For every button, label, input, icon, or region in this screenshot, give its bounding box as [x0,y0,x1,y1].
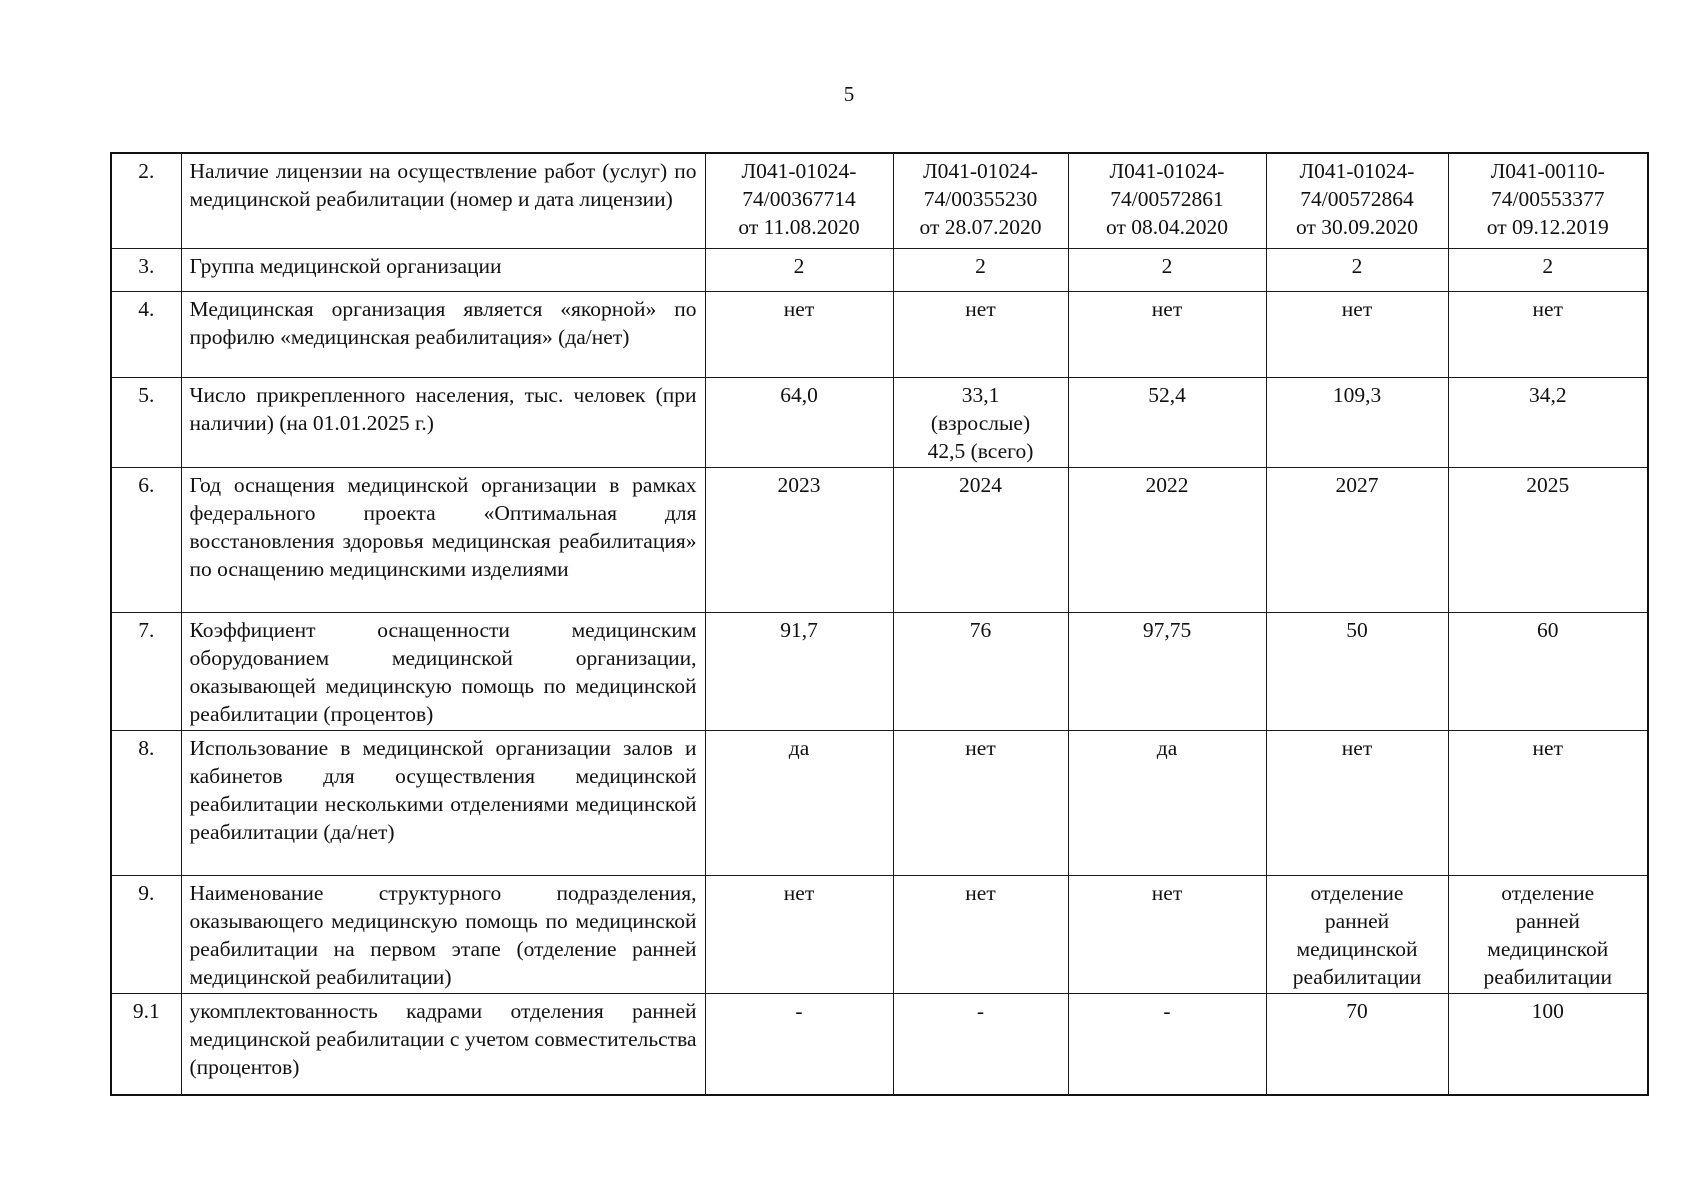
value-line: 70 [1346,998,1368,1023]
value-cell [893,291,1068,377]
value-cell [1266,248,1448,291]
table-row [111,291,1648,377]
value-cell [893,248,1068,291]
value-line: нет [783,296,815,321]
value-cell [1448,875,1648,993]
value-line: нет [1341,296,1373,321]
value-cell [1068,248,1266,291]
data-table [110,152,1649,1096]
value-line: да [1156,735,1178,760]
value-line: 2 [1351,253,1363,278]
value-line: 74/00572861 [1110,187,1224,211]
value-line: ранней [1324,908,1390,933]
value-cell [705,612,893,730]
value-cell [1068,153,1266,248]
table-row [111,467,1648,612]
value-line: 100 [1531,998,1564,1023]
value-line: - [1163,998,1171,1023]
value-cell [1068,993,1266,1095]
value-line: нет [965,880,996,905]
value-line: нет [1532,735,1563,760]
value-cell [1266,730,1448,875]
value-cell [705,153,893,248]
value-cell [1448,467,1648,612]
value-line: 50 [1346,617,1368,642]
value-line: 2 [1542,253,1554,278]
value-line: да [788,735,810,760]
value-cell [705,875,893,993]
row-description: Наличие лицензии на осуществление работ (услуг) по медицинской реабилитации (номер и дата лицензии) [181,153,705,248]
value-line: 2023 [777,472,821,497]
value-cell [1266,993,1448,1095]
value-line: 2 [1161,253,1173,278]
value-cell [1448,730,1648,875]
value-line: от 30.09.2020 [1296,215,1418,239]
value-line: реабилитации [1483,964,1612,989]
value-line: - [795,998,803,1023]
value-line: нет [965,296,996,321]
row-number: 9. [111,875,181,993]
value-line: 109,3 [1332,382,1382,407]
value-cell [1266,291,1448,377]
value-line: отделение [1310,880,1404,905]
value-cell [893,993,1068,1095]
value-cell [1448,153,1648,248]
row-number: 2. [111,153,181,248]
value-cell [893,875,1068,993]
row-number: 5. [111,377,181,467]
row-description: укомплектованность кадрами отделения ранней медицинской реабилитации с учетом совместительства (процентов) [181,993,705,1095]
row-description: Использование в медицинской организации залов и кабинетов для осуществления медицинской реабилитации несколькими отделениями медицинской реабилитации (да/нет) [181,730,705,875]
table-row [111,875,1648,993]
row-number: 6. [111,467,181,612]
value-line: 2 [975,253,986,278]
value-line: нет [965,735,996,760]
row-number: 4. [111,291,181,377]
value-line: 2 [793,253,805,278]
value-cell [1448,612,1648,730]
value-line: - [976,998,985,1023]
row-description: Наименование структурного подразделения, оказывающего медицинскую помощь по медицинской реабилитации на первом этапе (отделение ранней медицинской реабилитации) [181,875,705,993]
value-line: 74/00553377 [1491,187,1605,211]
value-line: 52,4 [1148,382,1186,407]
value-cell [1448,377,1648,467]
value-cell [1068,875,1266,993]
value-cell [1266,612,1448,730]
value-line: 74/00572864 [1300,187,1414,211]
value-line: Л041-01024- [741,159,857,183]
value-line: нет [1341,735,1373,760]
value-line: 74/00367714 [742,187,856,211]
value-line: реабилитации [1292,964,1422,989]
table-row [111,730,1648,875]
value-line: от 09.12.2019 [1486,215,1609,239]
value-cell [705,467,893,612]
value-cell [1266,153,1448,248]
value-line: нет [1151,880,1183,905]
value-cell [705,248,893,291]
value-line: медицинской [1296,936,1418,961]
table-row [111,612,1648,730]
table-row [111,248,1648,291]
value-cell [893,467,1068,612]
value-cell [705,377,893,467]
value-cell [1068,612,1266,730]
table-row [111,993,1648,1095]
value-cell [1266,377,1448,467]
value-cell [893,612,1068,730]
row-number: 8. [111,730,181,875]
table-row [111,377,1648,467]
value-line: 2027 [1335,472,1379,497]
value-line: 33,1 [961,382,1000,407]
value-line: (взрослые) [930,410,1031,435]
row-number: 7. [111,612,181,730]
value-cell [1068,730,1266,875]
value-line: Л041-00110- [1490,159,1605,183]
value-line: 2025 [1526,472,1570,497]
table-body [111,153,1648,1095]
value-line: 74/00355230 [923,187,1038,211]
value-line: Л041-01024- [1299,159,1415,183]
row-number: 3. [111,248,181,291]
value-cell [705,730,893,875]
value-line: ранней [1515,908,1580,933]
value-cell [1266,467,1448,612]
value-line: 34,2 [1528,382,1567,407]
value-cell [705,993,893,1095]
value-line: нет [783,880,815,905]
value-line: нет [1151,296,1183,321]
value-cell [1068,467,1266,612]
value-cell [705,291,893,377]
value-cell [1068,291,1266,377]
value-line: Л041-01024- [1109,159,1225,183]
value-line: 97,75 [1142,617,1192,642]
value-line: медицинской [1487,936,1609,961]
value-cell [893,153,1068,248]
value-line: Л041-01024- [923,159,1038,183]
row-description: Коэффициент оснащенности медицинским оборудованием медицинской организации, оказывающей медицинскую помощь по медицинской реабилитации (процентов) [181,612,705,730]
value-line: 2024 [959,472,1002,497]
value-line: 42,5 (всего) [927,438,1034,463]
value-line: 60 [1537,617,1559,642]
value-cell [893,377,1068,467]
row-description: Группа медицинской организации [181,248,705,291]
table-row [111,153,1648,248]
value-cell [1068,377,1266,467]
value-cell [1448,993,1648,1095]
row-number: 9.1 [111,993,181,1095]
value-cell [1448,291,1648,377]
value-cell [893,730,1068,875]
value-cell [1266,875,1448,993]
value-line: нет [1532,296,1563,321]
value-line: 64,0 [780,382,818,407]
value-line: от 28.07.2020 [919,215,1042,239]
value-line: от 11.08.2020 [738,215,860,239]
value-line: отделение [1501,880,1595,905]
value-line: 2022 [1145,472,1189,497]
row-description: Число прикрепленного населения, тыс. человек (при наличии) (на 01.01.2025 г.) [181,377,705,467]
value-line: от 08.04.2020 [1106,215,1228,239]
value-cell [1448,248,1648,291]
row-description: Медицинская организация является «якорной» по профилю «медицинская реабилитация» (да/нет) [181,291,705,377]
row-description: Год оснащения медицинской организации в рамках федерального проекта «Оптимальная для восстановления здоровья медицинская реабилитация» по оснащению медицинскими изделиями [181,467,705,612]
page-number: 5 [843,82,855,106]
value-line: 91,7 [780,617,818,642]
value-line: 76 [969,617,992,642]
